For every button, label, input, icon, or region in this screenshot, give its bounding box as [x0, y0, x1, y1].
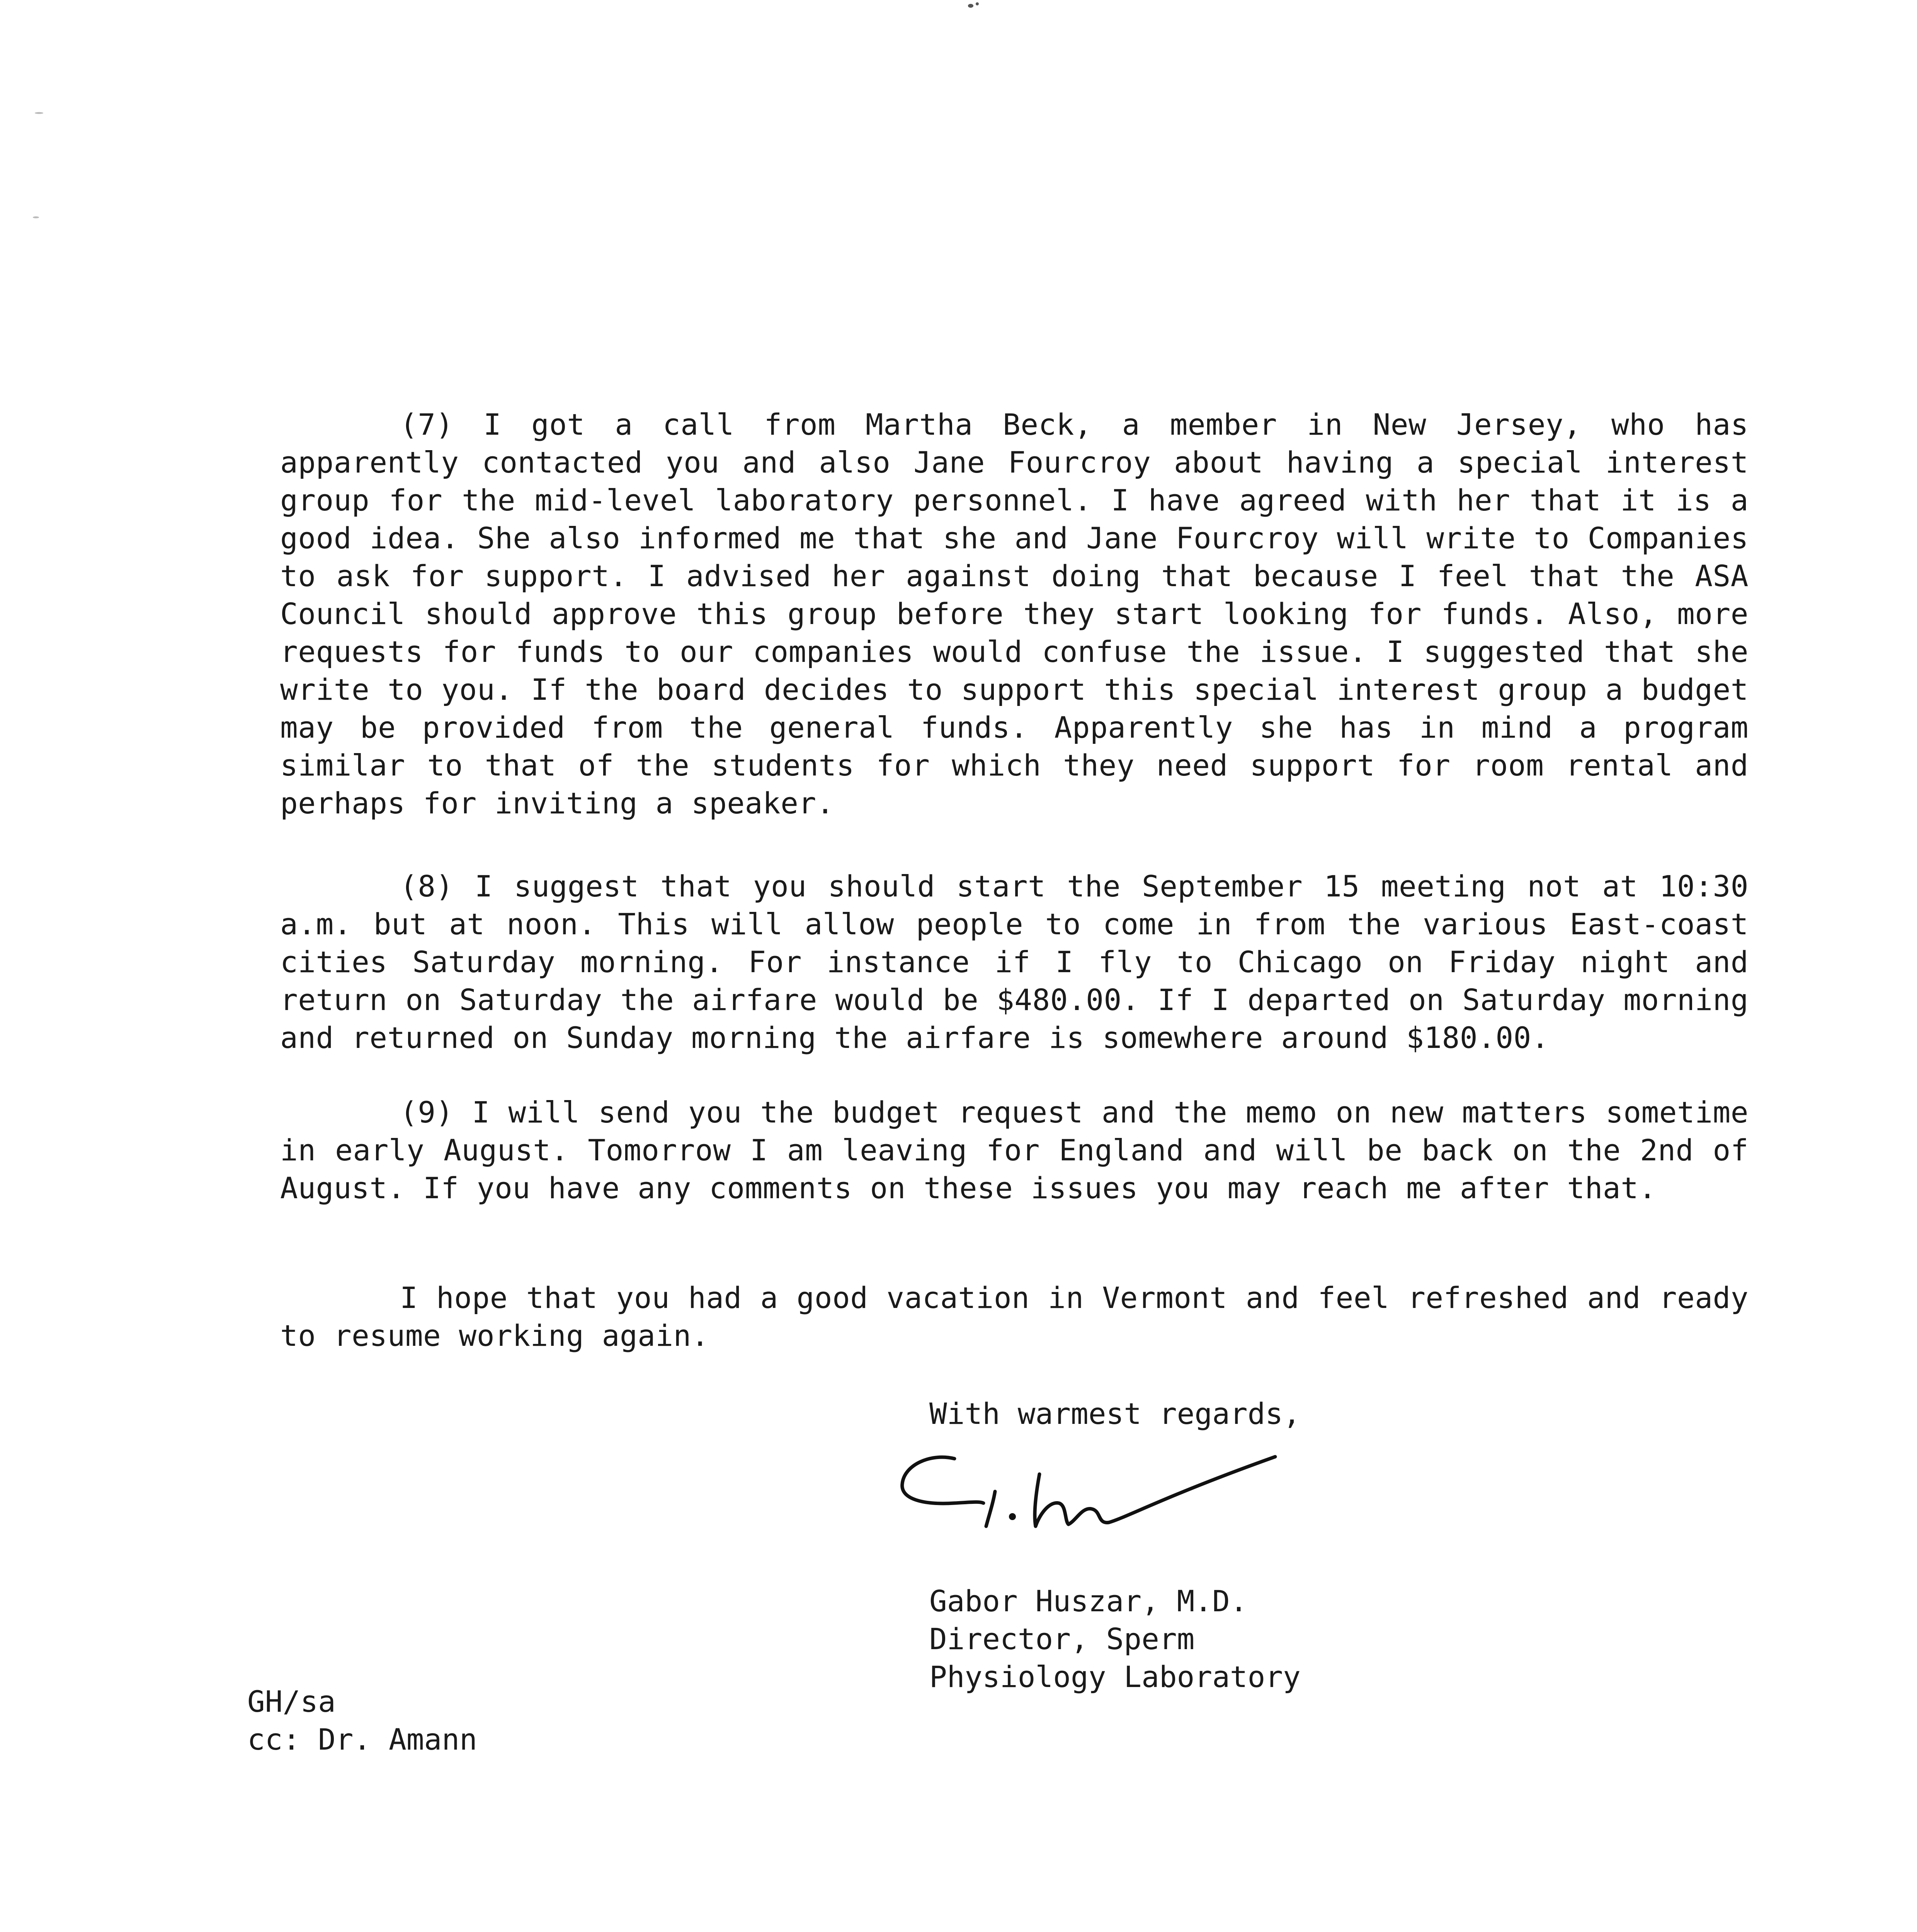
cc-line: cc: Dr. Amann — [247, 1722, 477, 1757]
reference-block — [247, 1683, 477, 1759]
paragraph-text: (8) I suggest that you should start the September 15 meeting not at 10:30 a.m. but at noon. This will allow people to come in from the various East-coast cities Saturday morning. For instance if I fly to Chicago on Friday night and return on Saturday the airfare would be $480.00. If I departed on Saturday morning and returned on Sunday morning the airfare is somewhere around $180.00. — [280, 869, 1749, 1055]
paragraph-item-7 — [280, 406, 1749, 822]
scan-speck — [33, 216, 39, 218]
signatory-title-line-2: Physiology Laboratory — [929, 1660, 1301, 1694]
signatory-title-line-1: Director, Sperm — [929, 1622, 1195, 1656]
paragraph-text: (9) I will send you the budget request and the memo on new matters sometime in early August. Tomorrow I am leaving for England and will be back on the 2nd of August. If you have any comments on these issues you may reach me after that. — [280, 1095, 1749, 1205]
complimentary-close: With warmest regards, — [929, 1396, 1301, 1431]
paragraph-text: I hope that you had a good vacation in Vermont and feel refreshed and ready to resume working again. — [280, 1281, 1749, 1353]
paragraph-item-8 — [280, 867, 1749, 1057]
typist-initials: GH/sa — [247, 1684, 336, 1719]
signature-block — [929, 1582, 1301, 1696]
scan-speck — [976, 2, 979, 5]
scan-speck — [968, 4, 973, 8]
handwritten-signature — [896, 1437, 1314, 1553]
paragraph-text: (7) I got a call from Martha Beck, a member in New Jersey, who has apparently contacted you and also Jane Fourcroy about having a special interest group for the mid-level laboratory personnel. I have agreed with her that it is a good idea. She also informed me that she and Jane Fourcroy will write to Companies to ask for support. I advised her against doing that because I feel that the ASA Council should approve this group before they start looking for funds. Also, more requests for funds to our companies would confuse the issue. I suggested that she write to you. If the board decides to support this special interest group a budget may be provided from the general funds. Apparently she has in mind a program similar to that of the students for which they need support for room rental and perhaps for inviting a speaker. — [280, 407, 1749, 820]
signatory-name: Gabor Huszar, M.D. — [929, 1584, 1248, 1618]
paragraph-item-9 — [280, 1094, 1749, 1207]
scan-speck — [35, 112, 43, 114]
paragraph-closing — [280, 1279, 1749, 1355]
